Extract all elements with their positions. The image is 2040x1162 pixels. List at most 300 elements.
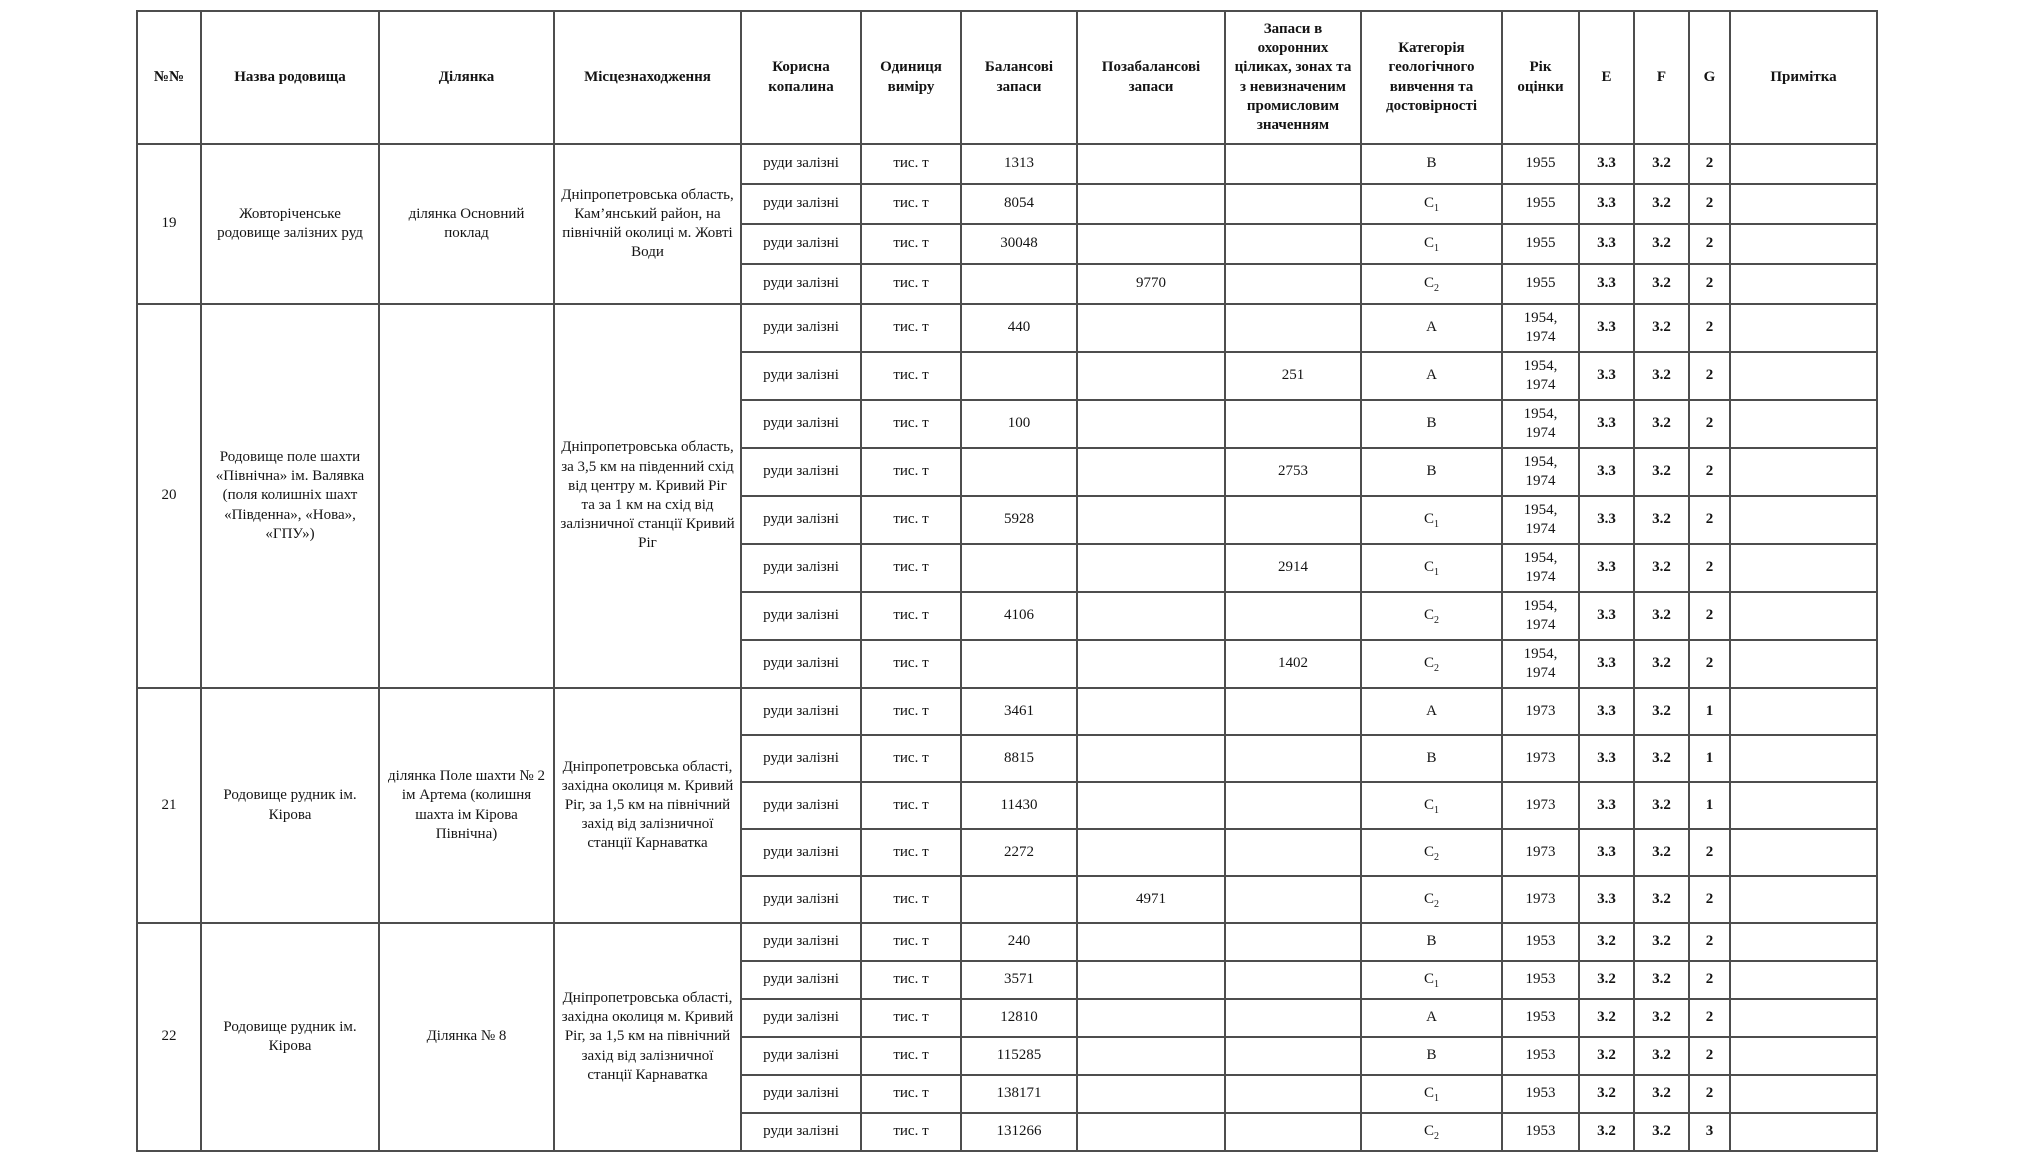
note-cell (1730, 144, 1877, 184)
category-letter: А (1426, 367, 1437, 383)
g-rating-cell: 2 (1689, 448, 1730, 496)
off-balance-reserves-cell (1077, 923, 1225, 961)
category-subscript: 1 (1434, 567, 1439, 578)
mineral-cell: руди залізні (741, 184, 861, 224)
balance-reserves-cell: 5928 (961, 496, 1077, 544)
category-letter: С (1423, 275, 1434, 291)
category-letter: А (1426, 1009, 1437, 1025)
category-letter: С (1423, 796, 1434, 813)
f-rating-cell: 3.2 (1634, 496, 1689, 544)
category-letter: С (1423, 195, 1434, 211)
g-rating-cell: 2 (1689, 640, 1730, 688)
f-rating-cell: 3.2 (1634, 184, 1689, 224)
balance-reserves-cell: 240 (961, 923, 1077, 961)
f-rating-cell: 3.2 (1634, 735, 1689, 782)
protected-reserves-cell (1225, 999, 1361, 1037)
year-cell: 1954, 1974 (1502, 400, 1579, 448)
mineral-cell: руди залізні (741, 735, 861, 782)
table-header (137, 11, 1877, 144)
category-cell (1361, 1113, 1502, 1151)
category-letter: В (1426, 463, 1437, 479)
g-rating-cell: 3 (1689, 1113, 1730, 1151)
mineral-cell: руди залізні (741, 782, 861, 829)
e-rating-cell: 3.3 (1579, 876, 1634, 923)
protected-reserves-cell: 251 (1225, 352, 1361, 400)
note-cell (1730, 688, 1877, 735)
location-cell: Дніпропетровська області, західна околиця м. Кривий Ріг, за 1,5 км на північний захід від залізничної станції Карнаватка (554, 923, 741, 1151)
mineral-cell: руди залізні (741, 144, 861, 184)
off-balance-reserves-cell (1077, 1037, 1225, 1075)
e-rating-cell: 3.3 (1579, 782, 1634, 829)
year-cell: 1953 (1502, 999, 1579, 1037)
mineral-cell: руди залізні (741, 876, 861, 923)
protected-reserves-cell (1225, 923, 1361, 961)
mineral-cell: руди залізні (741, 961, 861, 999)
off-balance-reserves-cell (1077, 352, 1225, 400)
year-cell: 1954, 1974 (1502, 304, 1579, 352)
off-balance-reserves-cell (1077, 184, 1225, 224)
category-cell (1361, 144, 1502, 184)
off-balance-reserves-cell (1077, 544, 1225, 592)
f-rating-cell: 3.2 (1634, 592, 1689, 640)
balance-reserves-cell: 3461 (961, 688, 1077, 735)
unit-cell: тис. т (861, 544, 961, 592)
column-header-g: G (1689, 11, 1730, 144)
column-header-num: №№ (137, 11, 201, 144)
note-cell (1730, 1075, 1877, 1113)
deposit-name-cell: Жовторіченське родовище залізних руд (201, 144, 379, 304)
protected-reserves-cell (1225, 144, 1361, 184)
category-letter: С (1423, 843, 1434, 860)
protected-reserves-cell (1225, 224, 1361, 264)
balance-reserves-cell (961, 448, 1077, 496)
balance-reserves-cell: 100 (961, 400, 1077, 448)
unit-cell: тис. т (861, 184, 961, 224)
balance-reserves-cell: 8815 (961, 735, 1077, 782)
unit-cell: тис. т (861, 923, 961, 961)
mineral-cell: руди залізні (741, 352, 861, 400)
off-balance-reserves-cell (1077, 961, 1225, 999)
balance-reserves-cell (961, 876, 1077, 923)
category-subscript: 1 (1434, 203, 1439, 214)
unit-cell: тис. т (861, 829, 961, 876)
category-letter: С (1423, 607, 1434, 623)
unit-cell: тис. т (861, 352, 961, 400)
protected-reserves-cell (1225, 782, 1361, 829)
category-letter: В (1426, 155, 1437, 171)
unit-cell: тис. т (861, 782, 961, 829)
f-rating-cell: 3.2 (1634, 544, 1689, 592)
unit-cell: тис. т (861, 735, 961, 782)
balance-reserves-cell (961, 264, 1077, 304)
year-cell: 1955 (1502, 264, 1579, 304)
category-letter: А (1426, 319, 1437, 335)
deposit-number-cell: 21 (137, 688, 201, 923)
mineral-cell: руди залізні (741, 1113, 861, 1151)
balance-reserves-cell: 2272 (961, 829, 1077, 876)
g-rating-cell: 2 (1689, 400, 1730, 448)
note-cell (1730, 782, 1877, 829)
category-letter: С (1423, 655, 1434, 671)
category-cell (1361, 640, 1502, 688)
balance-reserves-cell: 3571 (961, 961, 1077, 999)
g-rating-cell: 2 (1689, 876, 1730, 923)
mineral-cell: руди залізні (741, 640, 861, 688)
f-rating-cell: 3.2 (1634, 640, 1689, 688)
off-balance-reserves-cell (1077, 496, 1225, 544)
protected-reserves-cell (1225, 184, 1361, 224)
year-cell: 1955 (1502, 144, 1579, 184)
mineral-cell: руди залізні (741, 264, 861, 304)
unit-cell: тис. т (861, 999, 961, 1037)
e-rating-cell: 3.3 (1579, 448, 1634, 496)
balance-reserves-cell: 131266 (961, 1113, 1077, 1151)
g-rating-cell: 2 (1689, 1075, 1730, 1113)
year-cell: 1973 (1502, 829, 1579, 876)
category-cell (1361, 1037, 1502, 1075)
off-balance-reserves-cell (1077, 400, 1225, 448)
f-rating-cell: 3.2 (1634, 1037, 1689, 1075)
category-cell (1361, 735, 1502, 782)
unit-cell: тис. т (861, 1075, 961, 1113)
category-cell (1361, 496, 1502, 544)
g-rating-cell: 2 (1689, 544, 1730, 592)
off-balance-reserves-cell (1077, 688, 1225, 735)
year-cell: 1954, 1974 (1502, 496, 1579, 544)
year-cell: 1955 (1502, 184, 1579, 224)
table-row (137, 144, 1877, 184)
protected-reserves-cell: 2753 (1225, 448, 1361, 496)
note-cell (1730, 923, 1877, 961)
category-subscript: 1 (1434, 1093, 1439, 1104)
mineral-cell: руди залізні (741, 1075, 861, 1113)
balance-reserves-cell: 440 (961, 304, 1077, 352)
g-rating-cell: 2 (1689, 144, 1730, 184)
column-header-location: Місцезнаходження (554, 11, 741, 144)
e-rating-cell: 3.3 (1579, 304, 1634, 352)
category-cell (1361, 264, 1502, 304)
off-balance-reserves-cell (1077, 829, 1225, 876)
protected-reserves-cell (1225, 876, 1361, 923)
off-balance-reserves-cell (1077, 224, 1225, 264)
e-rating-cell: 3.3 (1579, 184, 1634, 224)
protected-reserves-cell (1225, 1075, 1361, 1113)
f-rating-cell: 3.2 (1634, 264, 1689, 304)
note-cell (1730, 592, 1877, 640)
category-subscript: 2 (1434, 898, 1439, 910)
deposit-name-cell: Родовище рудник ім. Кірова (201, 688, 379, 923)
category-letter: С (1423, 971, 1434, 987)
protected-reserves-cell (1225, 496, 1361, 544)
g-rating-cell: 2 (1689, 923, 1730, 961)
year-cell: 1954, 1974 (1502, 544, 1579, 592)
note-cell (1730, 640, 1877, 688)
table-row (137, 688, 1877, 735)
balance-reserves-cell: 11430 (961, 782, 1077, 829)
column-header-site: Ділянка (379, 11, 554, 144)
note-cell (1730, 829, 1877, 876)
column-header-mineral: Корисна копалина (741, 11, 861, 144)
protected-reserves-cell: 1402 (1225, 640, 1361, 688)
unit-cell: тис. т (861, 144, 961, 184)
table-row (137, 923, 1877, 961)
f-rating-cell: 3.2 (1634, 782, 1689, 829)
e-rating-cell: 3.3 (1579, 352, 1634, 400)
e-rating-cell: 3.3 (1579, 592, 1634, 640)
year-cell: 1954, 1974 (1502, 592, 1579, 640)
off-balance-reserves-cell (1077, 1113, 1225, 1151)
category-subscript: 2 (1434, 663, 1439, 674)
mineral-cell: руди залізні (741, 448, 861, 496)
g-rating-cell: 1 (1689, 735, 1730, 782)
note-cell (1730, 448, 1877, 496)
protected-reserves-cell (1225, 264, 1361, 304)
column-header-f: F (1634, 11, 1689, 144)
note-cell (1730, 544, 1877, 592)
off-balance-reserves-cell (1077, 735, 1225, 782)
deposit-number-cell: 19 (137, 144, 201, 304)
category-cell (1361, 352, 1502, 400)
column-header-unit: Одиниця виміру (861, 11, 961, 144)
column-header-off_balance: Позабалансові запаси (1077, 11, 1225, 144)
note-cell (1730, 352, 1877, 400)
balance-reserves-cell: 138171 (961, 1075, 1077, 1113)
category-cell (1361, 304, 1502, 352)
category-cell (1361, 544, 1502, 592)
e-rating-cell: 3.3 (1579, 544, 1634, 592)
unit-cell: тис. т (861, 304, 961, 352)
site-cell: ділянка Поле шахти № 2 ім Артема (колишня шахта ім Кірова Північна) (379, 688, 554, 923)
f-rating-cell: 3.2 (1634, 352, 1689, 400)
category-letter: В (1426, 749, 1437, 766)
mineral-cell: руди залізні (741, 829, 861, 876)
f-rating-cell: 3.2 (1634, 961, 1689, 999)
category-subscript: 1 (1434, 243, 1439, 254)
category-cell (1361, 592, 1502, 640)
e-rating-cell: 3.3 (1579, 496, 1634, 544)
site-cell (379, 304, 554, 688)
protected-reserves-cell (1225, 592, 1361, 640)
off-balance-reserves-cell (1077, 1075, 1225, 1113)
balance-reserves-cell: 30048 (961, 224, 1077, 264)
column-header-balance: Балансові запаси (961, 11, 1077, 144)
category-cell (1361, 184, 1502, 224)
category-cell (1361, 400, 1502, 448)
f-rating-cell: 3.2 (1634, 688, 1689, 735)
note-cell (1730, 735, 1877, 782)
balance-reserves-cell: 12810 (961, 999, 1077, 1037)
protected-reserves-cell (1225, 304, 1361, 352)
e-rating-cell: 3.2 (1579, 1075, 1634, 1113)
g-rating-cell: 1 (1689, 688, 1730, 735)
f-rating-cell: 3.2 (1634, 224, 1689, 264)
g-rating-cell: 1 (1689, 782, 1730, 829)
year-cell: 1954, 1974 (1502, 352, 1579, 400)
category-cell (1361, 448, 1502, 496)
category-letter: С (1423, 890, 1434, 907)
note-cell (1730, 400, 1877, 448)
category-subscript: 2 (1434, 1131, 1439, 1142)
protected-reserves-cell (1225, 1037, 1361, 1075)
e-rating-cell: 3.2 (1579, 923, 1634, 961)
category-subscript: 1 (1434, 804, 1439, 816)
year-cell: 1953 (1502, 1075, 1579, 1113)
table-body (137, 144, 1877, 1151)
column-header-year: Рік оцінки (1502, 11, 1579, 144)
year-cell: 1953 (1502, 1037, 1579, 1075)
e-rating-cell: 3.3 (1579, 224, 1634, 264)
year-cell: 1973 (1502, 876, 1579, 923)
e-rating-cell: 3.3 (1579, 829, 1634, 876)
deposit-number-cell: 20 (137, 304, 201, 688)
mineral-cell: руди залізні (741, 688, 861, 735)
note-cell (1730, 1037, 1877, 1075)
year-cell: 1954, 1974 (1502, 640, 1579, 688)
year-cell: 1973 (1502, 782, 1579, 829)
f-rating-cell: 3.2 (1634, 1075, 1689, 1113)
g-rating-cell: 2 (1689, 1037, 1730, 1075)
category-letter: А (1426, 702, 1437, 719)
mineral-cell: руди залізні (741, 304, 861, 352)
off-balance-reserves-cell (1077, 304, 1225, 352)
protected-reserves-cell (1225, 735, 1361, 782)
mineral-cell: руди залізні (741, 400, 861, 448)
off-balance-reserves-cell (1077, 999, 1225, 1037)
note-cell (1730, 224, 1877, 264)
f-rating-cell: 3.2 (1634, 829, 1689, 876)
location-cell: Дніпропетровська область, Кам’янський район, на північній околиці м. Жовті Води (554, 144, 741, 304)
protected-reserves-cell: 2914 (1225, 544, 1361, 592)
f-rating-cell: 3.2 (1634, 1113, 1689, 1151)
column-header-category: Категорія геологічного вивчення та достовірності (1361, 11, 1502, 144)
year-cell: 1954, 1974 (1502, 448, 1579, 496)
e-rating-cell: 3.2 (1579, 1113, 1634, 1151)
off-balance-reserves-cell: 4971 (1077, 876, 1225, 923)
year-cell: 1953 (1502, 1113, 1579, 1151)
category-cell (1361, 1075, 1502, 1113)
site-cell: ділянка Основний поклад (379, 144, 554, 304)
e-rating-cell: 3.2 (1579, 1037, 1634, 1075)
f-rating-cell: 3.2 (1634, 144, 1689, 184)
mineral-cell: руди залізні (741, 999, 861, 1037)
protected-reserves-cell (1225, 400, 1361, 448)
deposit-number-cell: 22 (137, 923, 201, 1151)
e-rating-cell: 3.3 (1579, 688, 1634, 735)
table-row (137, 304, 1877, 352)
deposits-table (136, 10, 1878, 1152)
e-rating-cell: 3.3 (1579, 735, 1634, 782)
category-letter: В (1426, 1047, 1437, 1063)
category-letter: В (1426, 933, 1437, 949)
category-letter: С (1423, 511, 1434, 527)
category-letter: В (1426, 415, 1437, 431)
g-rating-cell: 2 (1689, 352, 1730, 400)
protected-reserves-cell (1225, 1113, 1361, 1151)
balance-reserves-cell: 1313 (961, 144, 1077, 184)
site-cell: Ділянка № 8 (379, 923, 554, 1151)
e-rating-cell: 3.2 (1579, 999, 1634, 1037)
off-balance-reserves-cell (1077, 448, 1225, 496)
f-rating-cell: 3.2 (1634, 448, 1689, 496)
category-cell (1361, 923, 1502, 961)
year-cell: 1973 (1502, 688, 1579, 735)
header-row (137, 11, 1877, 144)
category-cell (1361, 961, 1502, 999)
note-cell (1730, 1113, 1877, 1151)
category-cell (1361, 999, 1502, 1037)
g-rating-cell: 2 (1689, 999, 1730, 1037)
balance-reserves-cell: 115285 (961, 1037, 1077, 1075)
column-header-note: Примітка (1730, 11, 1877, 144)
category-subscript: 2 (1434, 283, 1439, 294)
off-balance-reserves-cell (1077, 144, 1225, 184)
unit-cell: тис. т (861, 264, 961, 304)
category-letter: С (1423, 1085, 1434, 1101)
category-subscript: 2 (1434, 615, 1439, 626)
category-letter: С (1423, 1123, 1434, 1139)
e-rating-cell: 3.3 (1579, 640, 1634, 688)
location-cell: Дніпропетровська область, за 3,5 км на південний схід від центру м. Кривий Ріг та за 1 км на схід від залізничної станції Кривий Ріг (554, 304, 741, 688)
protected-reserves-cell (1225, 961, 1361, 999)
category-cell (1361, 688, 1502, 735)
balance-reserves-cell (961, 544, 1077, 592)
g-rating-cell: 2 (1689, 264, 1730, 304)
e-rating-cell: 3.2 (1579, 961, 1634, 999)
category-subscript: 2 (1434, 851, 1439, 863)
f-rating-cell: 3.2 (1634, 876, 1689, 923)
off-balance-reserves-cell (1077, 782, 1225, 829)
unit-cell: тис. т (861, 688, 961, 735)
note-cell (1730, 999, 1877, 1037)
year-cell: 1953 (1502, 923, 1579, 961)
mineral-cell: руди залізні (741, 592, 861, 640)
g-rating-cell: 2 (1689, 961, 1730, 999)
deposit-name-cell: Родовище поле шахти «Північна» ім. Валявка (поля колишніх шахт «Південна», «Нова», «ГПУ») (201, 304, 379, 688)
mineral-cell: руди залізні (741, 544, 861, 592)
g-rating-cell: 2 (1689, 592, 1730, 640)
category-letter: С (1423, 559, 1434, 575)
balance-reserves-cell: 8054 (961, 184, 1077, 224)
unit-cell: тис. т (861, 961, 961, 999)
deposit-name-cell: Родовище рудник ім. Кірова (201, 923, 379, 1151)
balance-reserves-cell (961, 352, 1077, 400)
g-rating-cell: 2 (1689, 496, 1730, 544)
unit-cell: тис. т (861, 592, 961, 640)
year-cell: 1955 (1502, 224, 1579, 264)
category-cell (1361, 829, 1502, 876)
category-subscript: 1 (1434, 519, 1439, 530)
off-balance-reserves-cell (1077, 592, 1225, 640)
unit-cell: тис. т (861, 876, 961, 923)
unit-cell: тис. т (861, 400, 961, 448)
off-balance-reserves-cell: 9770 (1077, 264, 1225, 304)
unit-cell: тис. т (861, 640, 961, 688)
f-rating-cell: 3.2 (1634, 304, 1689, 352)
column-header-protected: Запаси в охоронних ціликах, зонах та з невизначеним промисловим значенням (1225, 11, 1361, 144)
note-cell (1730, 496, 1877, 544)
e-rating-cell: 3.3 (1579, 264, 1634, 304)
balance-reserves-cell (961, 640, 1077, 688)
f-rating-cell: 3.2 (1634, 400, 1689, 448)
category-cell (1361, 876, 1502, 923)
protected-reserves-cell (1225, 829, 1361, 876)
column-header-name: Назва родовища (201, 11, 379, 144)
balance-reserves-cell: 4106 (961, 592, 1077, 640)
note-cell (1730, 184, 1877, 224)
category-cell (1361, 224, 1502, 264)
unit-cell: тис. т (861, 1037, 961, 1075)
mineral-cell: руди залізні (741, 496, 861, 544)
